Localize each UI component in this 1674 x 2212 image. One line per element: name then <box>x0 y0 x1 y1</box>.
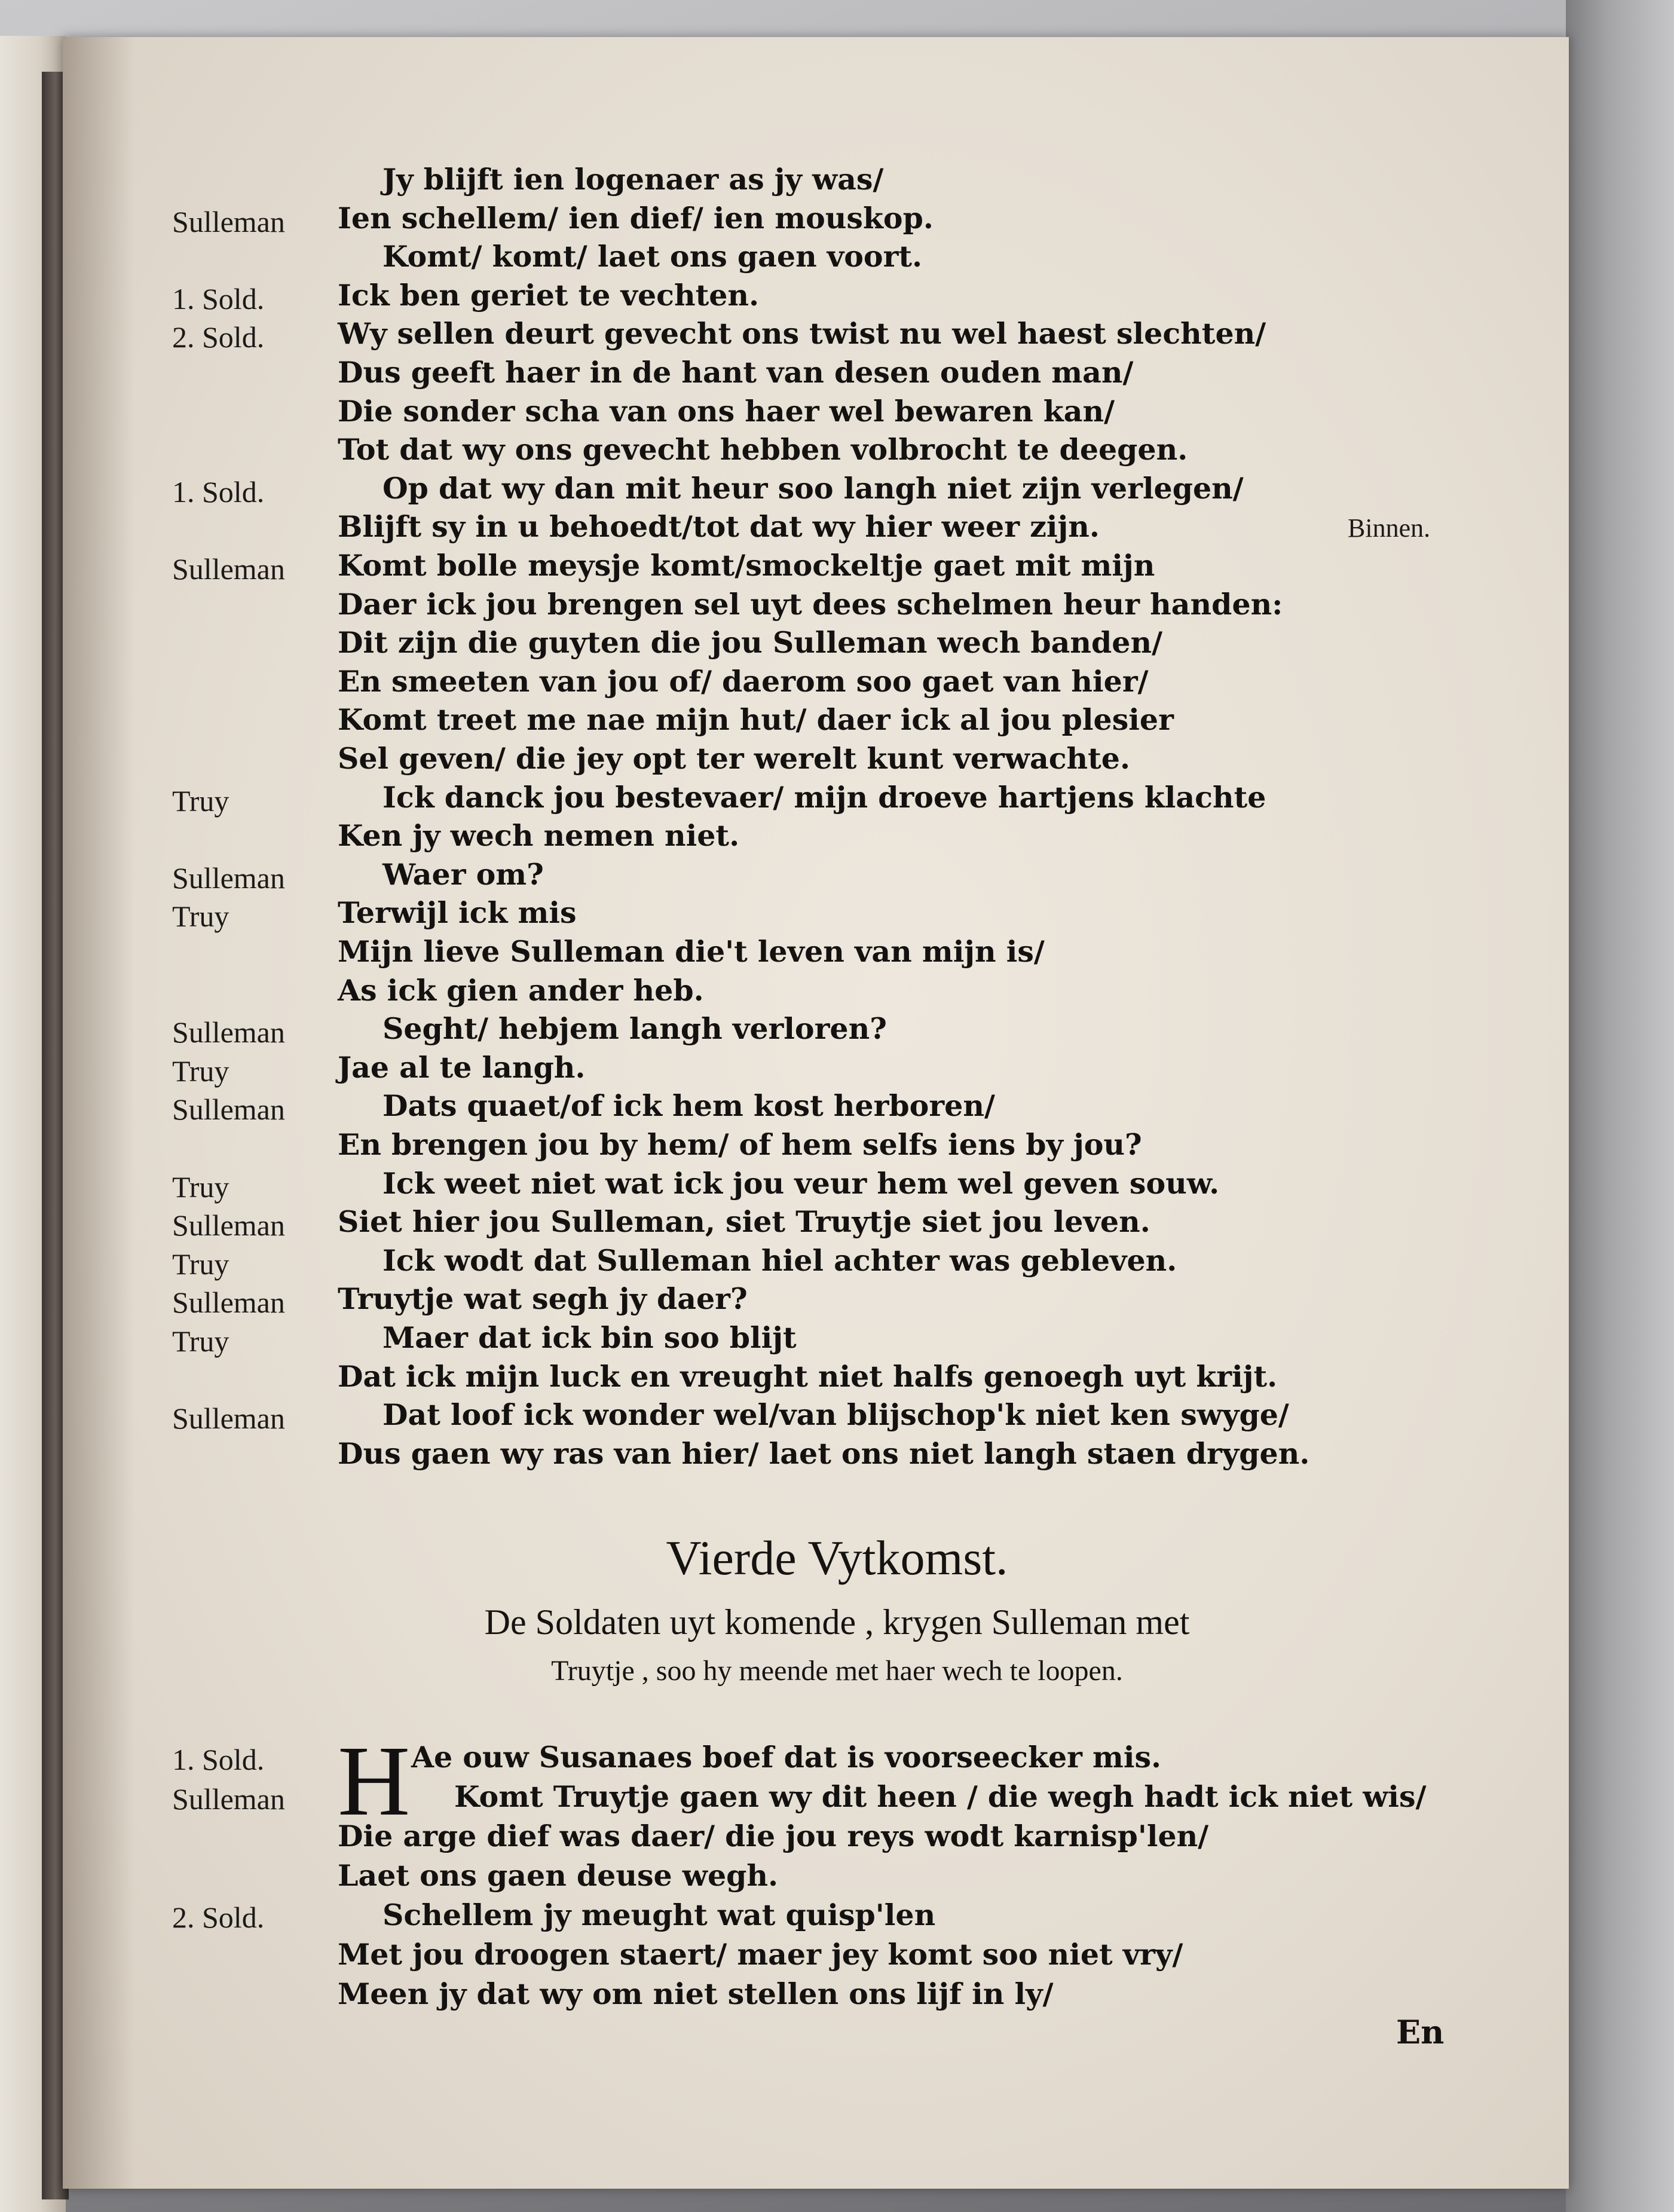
verse-line: En smeeten van jou of/ daerom soo gaet van hier/ <box>338 664 1149 699</box>
verse-line: Ien schellem/ ien dief/ ien mouskop. <box>338 201 934 235</box>
speaker-label: Truy <box>172 784 229 818</box>
speaker-label: Sulleman <box>172 1286 285 1319</box>
verse-line: Tot dat wy ons gevecht hebben volbrocht te deegen. <box>338 432 1188 467</box>
stage-direction: Binnen. <box>1348 513 1431 543</box>
verse-line: Komt Truytje gaen wy dit heen / die wegh hadt ick niet wis/ <box>454 1779 1427 1814</box>
verse-line: Dit zijn die guyten die jou Sulleman wech banden/ <box>338 625 1162 660</box>
speaker-label: 1. Sold. <box>172 1743 265 1776</box>
verse-line: Dat loof ick wonder wel/van blijschop'k niet ken swyge/ <box>382 1397 1289 1432</box>
verse-line: Die sonder scha van ons haer wel bewaren kan/ <box>338 394 1115 429</box>
verse-line: Komt/ komt/ laet ons gaen voort. <box>382 239 923 274</box>
verse-line: Siet hier jou Sulleman, siet Truytje siet jou leven. <box>338 1204 1150 1239</box>
verse-line: Sel geven/ die jey opt ter werelt kunt verwachte. <box>338 741 1131 776</box>
verse-line: Daer ick jou brengen sel uyt dees schelmen heur handen: <box>338 587 1283 622</box>
verse-line: Ken jy wech nemen niet. <box>338 818 740 853</box>
speaker-label: Truy <box>172 1324 229 1358</box>
verse-line: Ick ben geriet te vechten. <box>338 278 760 313</box>
verse-line: Waer om? <box>382 857 544 892</box>
verse-line: Maer dat ick bin soo blijt <box>382 1320 797 1355</box>
background-right-edge <box>1566 0 1674 2212</box>
verse-line: Dus geeft haer in de hant van desen ouden man/ <box>338 355 1134 390</box>
verse-line: Jy blijft ien logenaer as jy was/ <box>382 162 884 197</box>
speaker-label: Sulleman <box>172 1015 285 1049</box>
verse-line: Laet ons gaen deuse wegh. <box>338 1858 779 1893</box>
speaker-label: 2. Sold. <box>172 1901 265 1934</box>
scene-subtitle-line-2: Truytje , soo hy meende met haer wech te loopen. <box>551 1655 1123 1687</box>
verse-line: Dats quaet/of ick hem kost herboren/ <box>382 1088 995 1123</box>
verse-line: Ick wodt dat Sulleman hiel achter was gebleven. <box>382 1243 1177 1278</box>
speaker-label: Sulleman <box>172 205 285 238</box>
speaker-label: 1. Sold. <box>172 475 265 509</box>
drop-cap: H <box>338 1725 411 1837</box>
speaker-label: 1. Sold. <box>172 282 265 316</box>
speaker-label: Truy <box>172 1170 229 1204</box>
verse-line: En brengen jou by hem/ of hem selfs iens by jou? <box>338 1127 1142 1162</box>
speaker-label: Sulleman <box>172 861 285 895</box>
verse-line: As ick gien ander heb. <box>338 973 704 1008</box>
verse-line: Truytje wat segh jy daer? <box>338 1281 748 1316</box>
scene-title: Vierde Vytkomst. <box>666 1531 1008 1585</box>
gutter-shadow <box>63 37 134 2189</box>
speaker-label: Sulleman <box>172 1209 285 1242</box>
verse-line: Komt bolle meysje komt/smockeltje gaet mit mijn <box>338 548 1155 583</box>
verse-line: Ae ouw Susanaes boef dat is voorseecker mis. <box>411 1740 1162 1775</box>
speaker-label: Sulleman <box>172 1782 285 1816</box>
verse-line: Mijn lieve Sulleman die't leven van mijn is/ <box>338 934 1045 969</box>
verse-line: Terwijl ick mis <box>338 895 577 930</box>
verse-line: Meen jy dat wy om niet stellen ons lijf in ly/ <box>338 1977 1054 2011</box>
speaker-label: 2. Sold. <box>172 320 265 354</box>
catchword: En <box>1396 2013 1445 2051</box>
speaker-label: Sulleman <box>172 1093 285 1126</box>
verse-line: Blijft sy in u behoedt/tot dat wy hier weer zijn. <box>338 509 1100 544</box>
verse-line: Die arge dief was daer/ die jou reys wodt karnisp'len/ <box>338 1819 1209 1853</box>
speaker-label: Truy <box>172 900 229 933</box>
verse-line: Ick danck jou bestevaer/ mijn droeve hartjens klachte <box>382 780 1266 815</box>
verse-line: Wy sellen deurt gevecht ons twist nu wel haest slechten/ <box>338 316 1266 351</box>
verse-line: Dat ick mijn luck en vreught niet halfs genoegh uyt krijt. <box>338 1359 1278 1394</box>
verse-line: Ick weet niet wat ick jou veur hem wel geven souw. <box>382 1166 1220 1201</box>
verse-line: Schellem jy meught wat quisp'len <box>382 1898 936 1932</box>
verse-line: Komt treet me nae mijn hut/ daer ick al jou plesier <box>338 702 1174 737</box>
speaker-label: Sulleman <box>172 1402 285 1435</box>
speaker-label: Truy <box>172 1054 229 1088</box>
verse-line: Op dat wy dan mit heur soo langh niet zijn verlegen/ <box>382 471 1244 506</box>
speaker-label: Sulleman <box>172 552 285 586</box>
speaker-label: Truy <box>172 1247 229 1281</box>
scene-subtitle-line-1: De Soldaten uyt komende , krygen Sulleman met <box>484 1602 1190 1642</box>
verse-line: Dus gaen wy ras van hier/ laet ons niet langh staen drygen. <box>338 1436 1310 1471</box>
verse-line: Seght/ hebjem langh verloren? <box>382 1011 887 1046</box>
verse-line: Jae al te langh. <box>338 1050 586 1085</box>
verse-line: Met jou droogen staert/ maer jey komt soo niet vry/ <box>338 1937 1183 1972</box>
